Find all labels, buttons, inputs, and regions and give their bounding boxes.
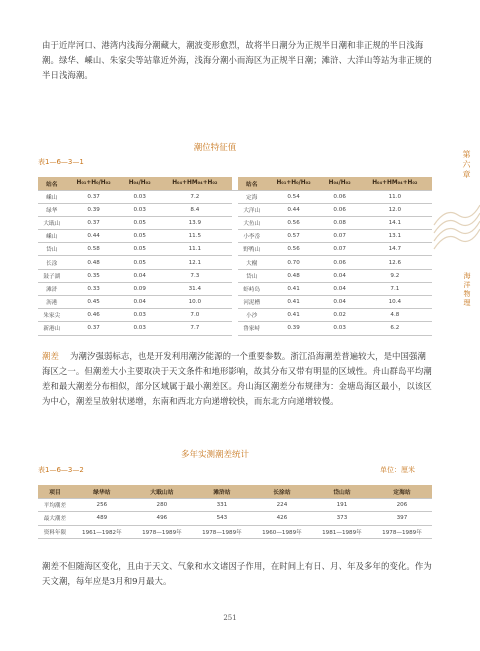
station-name-cell: 野鸭山	[238, 243, 266, 256]
t1-h-col3: H₀₄+HM₀₄+H₀₂	[158, 177, 232, 190]
paragraph-tidal-range	[42, 349, 432, 409]
station-name-cell: 嵊山	[38, 190, 66, 203]
station-name-cell: 沥港	[38, 296, 66, 309]
t1-h-col2-r: H₀₄/H₀₂	[322, 177, 358, 190]
table1-header-row	[38, 177, 432, 190]
value-cell: 0.41	[266, 296, 322, 309]
value-cell: 0.04	[322, 296, 358, 309]
t1-h-col2: H₀₄/H₀₂	[122, 177, 158, 190]
value-cell: 0.46	[66, 309, 122, 322]
value-cell: 496	[132, 512, 192, 526]
item-name-cell: 平均潮差	[38, 498, 72, 512]
value-cell: 489	[72, 512, 132, 526]
t2-h-item: 项目	[38, 485, 72, 498]
value-cell: 12.6	[358, 256, 432, 269]
value-cell: 0.05	[122, 216, 158, 229]
value-cell: 0.33	[66, 282, 122, 295]
t2-h-dajishan: 大戢山站	[132, 485, 192, 498]
table1-row	[38, 309, 432, 322]
value-cell: 0.58	[66, 243, 122, 256]
value-cell: 0.37	[66, 322, 122, 335]
keyword-tidal-range: 潮差	[42, 351, 59, 361]
table1-row	[38, 296, 432, 309]
table1-label: 表1—6—3—1	[38, 158, 84, 166]
station-name-cell: 鲁家峙	[238, 322, 266, 335]
station-name-cell: 虾峙岛	[238, 282, 266, 295]
value-cell: 0.03	[122, 322, 158, 335]
t2-h-lvhua: 绿华站	[72, 485, 132, 498]
table1-row	[38, 243, 432, 256]
value-cell: 14.1	[358, 216, 432, 229]
tide-characteristics-table	[38, 177, 432, 336]
value-cell: 0.05	[122, 230, 158, 243]
table1-row	[38, 216, 432, 229]
paragraph-tidal-range-text: 为潮汐强弱标志，也是开发利用潮汐能源的一个重要参数。浙江沿海潮差普遍较大，是中国强潮海区之一。但潮差大小主要取决于天文条件和地形影响，故其分布又带有明显的区域性。舟山群岛平均潮差和最大潮差分布相似，部分区域属于最小潮差区。舟山海区潮差分布规律为：金塘岛海区最小，以该区为中心，潮差呈放射状递增，东南和西北方向递增较快，而东北方向递增较慢。	[42, 351, 432, 406]
value-cell: 0.04	[322, 269, 358, 282]
value-cell: 7.3	[158, 269, 232, 282]
value-cell: 12.1	[158, 256, 232, 269]
table1-title: 潮位特征值	[193, 143, 237, 153]
station-name-cell: 大戢山	[38, 216, 66, 229]
value-cell: 10.4	[358, 296, 432, 309]
value-cell: 0.70	[266, 256, 322, 269]
t1-h-station-r: 站名	[238, 177, 266, 190]
table2-row	[38, 498, 432, 512]
station-name-cell: 大洋山	[238, 203, 266, 216]
value-cell: 280	[132, 498, 192, 512]
value-cell: 0.08	[322, 216, 358, 229]
value-cell: 0.03	[122, 190, 158, 203]
wave-decoration-icon	[432, 185, 480, 255]
value-cell: 1961—1982年	[72, 525, 132, 539]
value-cell: 0.48	[66, 256, 122, 269]
value-cell: 31.4	[158, 282, 232, 295]
station-name-cell: 鼓子湖	[38, 269, 66, 282]
station-name-cell: 小李岙	[238, 230, 266, 243]
station-name-cell: 岱山	[38, 243, 66, 256]
value-cell: 11.1	[158, 243, 232, 256]
station-name-cell: 小沙	[238, 309, 266, 322]
table2-title: 多年实测潮差统计	[180, 450, 249, 460]
value-cell: 1978—1989年	[372, 525, 432, 539]
table2-label: 表1—6—3—2	[38, 466, 84, 474]
t2-h-daishan: 岱山站	[312, 485, 372, 498]
value-cell: 9.2	[358, 269, 432, 282]
value-cell: 4.8	[358, 309, 432, 322]
value-cell: 1978—1989年	[132, 525, 192, 539]
value-cell: 0.07	[322, 230, 358, 243]
value-cell: 0.07	[322, 243, 358, 256]
value-cell: 0.04	[122, 269, 158, 282]
station-name-cell: 岱山	[238, 269, 266, 282]
t1-h-col3-r: H₀₄+HM₀₄+H₀₂	[358, 177, 432, 190]
value-cell: 0.04	[122, 296, 158, 309]
value-cell: 0.57	[266, 230, 322, 243]
value-cell: 0.03	[122, 203, 158, 216]
value-cell: 0.06	[322, 203, 358, 216]
table1-row	[38, 256, 432, 269]
value-cell: 0.56	[266, 243, 322, 256]
page-number: 251	[223, 614, 237, 622]
station-name-cell: 大鱼山	[238, 216, 266, 229]
value-cell: 206	[372, 498, 432, 512]
value-cell: 0.05	[122, 243, 158, 256]
value-cell: 0.37	[66, 216, 122, 229]
value-cell: 0.35	[66, 269, 122, 282]
value-cell: 191	[312, 498, 372, 512]
value-cell: 13.9	[158, 216, 232, 229]
table1-row	[38, 230, 432, 243]
station-name-cell: 嵊山	[38, 230, 66, 243]
value-cell: 7.0	[158, 309, 232, 322]
table2-unit: 单位：厘米	[380, 466, 415, 474]
value-cell: 0.03	[122, 309, 158, 322]
value-cell: 0.41	[266, 309, 322, 322]
value-cell: 397	[372, 512, 432, 526]
paragraph-variation: 潮差不但随海区变化，且由于天文、气象和水文诸因子作用，在时间上有日、月、年及多年的变化。作为天文潮，每年应是3月和9月最大。	[42, 561, 432, 586]
chapter-label: 第六章	[462, 150, 471, 180]
table1-row	[38, 322, 432, 335]
value-cell: 0.02	[322, 309, 358, 322]
value-cell: 1978—1989年	[192, 525, 252, 539]
station-name-cell: 滩浒	[38, 282, 66, 295]
value-cell: 543	[192, 512, 252, 526]
station-name-cell: 定海	[238, 190, 266, 203]
value-cell: 12.0	[358, 203, 432, 216]
value-cell: 8.4	[158, 203, 232, 216]
value-cell: 0.03	[322, 322, 358, 335]
tidal-range-table	[38, 485, 432, 539]
value-cell: 0.06	[322, 256, 358, 269]
table2-row	[38, 525, 432, 539]
t2-h-changtu: 长涂站	[252, 485, 312, 498]
value-cell: 373	[312, 512, 372, 526]
value-cell: 7.7	[158, 322, 232, 335]
value-cell: 11.5	[158, 230, 232, 243]
paragraph-intro: 由于近岸河口、港湾内浅海分潮藏大，潮波变形愈烈，故将半日潮分为正规半日潮和非正规的半日浅海潮。绿华、嵊山、朱家尖等站靠近外海，浅海分潮小而海区为正规半日潮；滩浒、大洋山等站为非正规的半日浅海潮。	[42, 40, 432, 80]
value-cell: 224	[252, 498, 312, 512]
value-cell: 0.56	[266, 216, 322, 229]
value-cell: 0.05	[122, 256, 158, 269]
t1-h-station: 站名	[38, 177, 66, 190]
station-name-cell: 大榭	[238, 256, 266, 269]
value-cell: 6.2	[358, 322, 432, 335]
value-cell: 0.44	[66, 230, 122, 243]
station-name-cell: 朱家尖	[38, 309, 66, 322]
t2-h-tanhu: 滩浒站	[192, 485, 252, 498]
value-cell: 331	[192, 498, 252, 512]
t1-h-col1-r: H₀₁+H₀/H₀₂	[266, 177, 322, 190]
station-name-cell: 长涂	[38, 256, 66, 269]
value-cell: 14.7	[358, 243, 432, 256]
item-name-cell: 最大潮差	[38, 512, 72, 526]
value-cell: 0.45	[66, 296, 122, 309]
table2-header-row	[38, 485, 432, 498]
value-cell: 0.37	[66, 190, 122, 203]
t1-h-col1: H₀₁+H₀/H₀₂	[66, 177, 122, 190]
value-cell: 0.41	[266, 282, 322, 295]
value-cell: 0.48	[266, 269, 322, 282]
value-cell: 0.06	[322, 190, 358, 203]
value-cell: 0.39	[66, 203, 122, 216]
value-cell: 0.54	[266, 190, 322, 203]
value-cell: 0.09	[122, 282, 158, 295]
value-cell: 1960—1989年	[252, 525, 312, 539]
value-cell: 0.04	[322, 282, 358, 295]
table1-row	[38, 190, 432, 203]
item-name-cell: 资料年限	[38, 525, 72, 539]
value-cell: 426	[252, 512, 312, 526]
value-cell: 256	[72, 498, 132, 512]
value-cell: 7.1	[358, 282, 432, 295]
table2-row	[38, 512, 432, 526]
value-cell: 10.0	[158, 296, 232, 309]
station-name-cell: 新港山	[38, 322, 66, 335]
station-name-cell: 河泥槽	[238, 296, 266, 309]
table1-row	[38, 282, 432, 295]
table1-row	[38, 269, 432, 282]
value-cell: 7.2	[158, 190, 232, 203]
value-cell: 1981—1989年	[312, 525, 372, 539]
value-cell: 0.39	[266, 322, 322, 335]
value-cell: 0.44	[266, 203, 322, 216]
value-cell: 11.0	[358, 190, 432, 203]
t2-h-dinghai: 定海站	[372, 485, 432, 498]
value-cell: 13.1	[358, 230, 432, 243]
station-name-cell: 绿华	[38, 203, 66, 216]
table1-row	[38, 203, 432, 216]
section-label: 海洋物理	[463, 272, 471, 308]
